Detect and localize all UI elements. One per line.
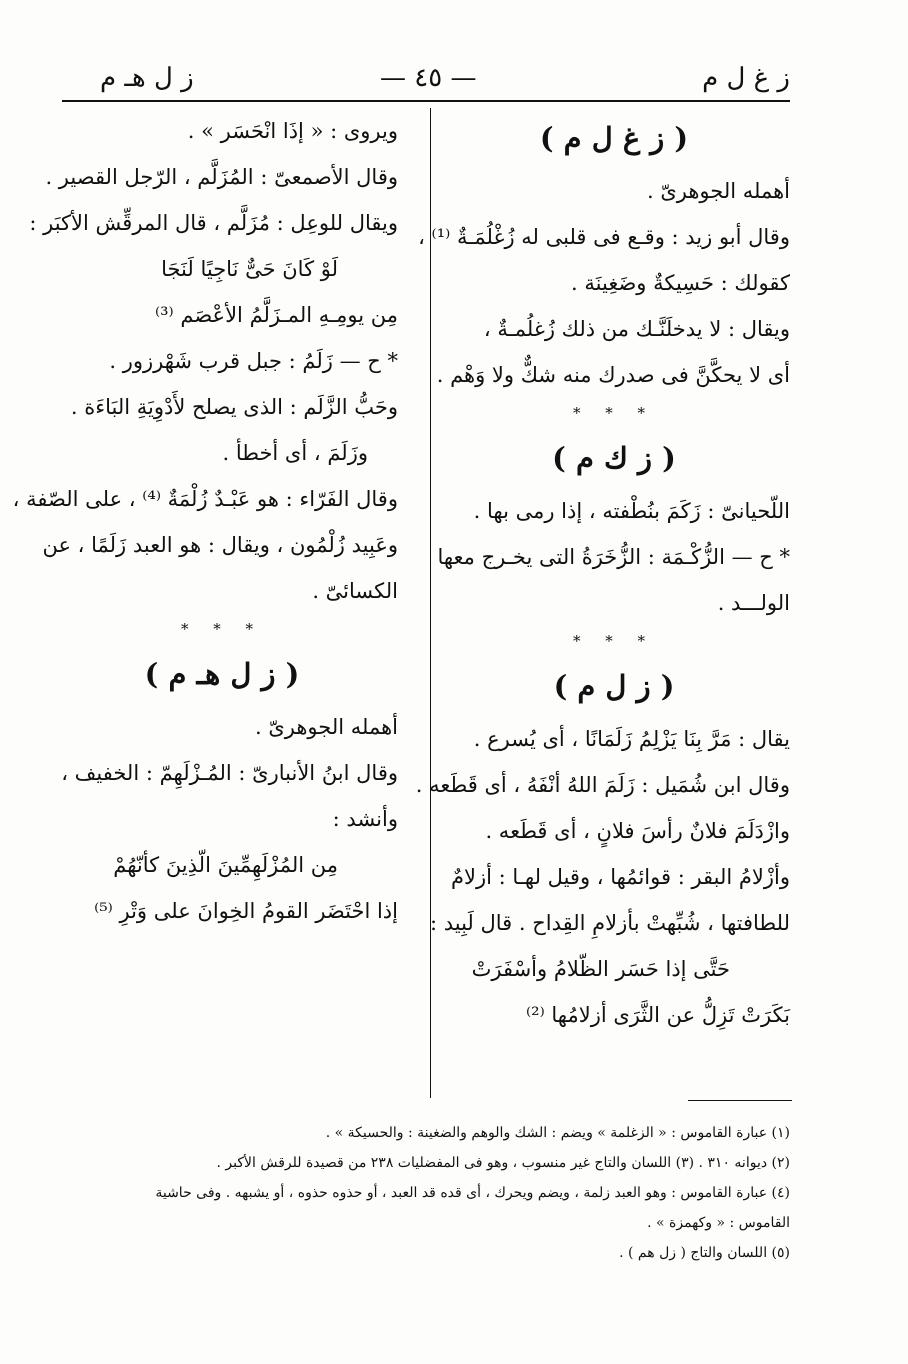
text-line: وأزْلامُ البقر : قوائمُها ، وقيل لهـا : أزلامٌ — [451, 865, 790, 889]
header-rule — [62, 100, 790, 102]
text-line: أهمله الجوهرىّ . — [646, 179, 790, 203]
footnote-continuation: القاموس : « وكهمزة » . — [647, 1215, 790, 1231]
entry-heading-zlhm: ( ز ل هـ م ) — [144, 657, 300, 691]
verse-line: مِن يومِـهِ المـزَلَّمُ الأعْصَم ⁽³⁾ — [154, 303, 398, 327]
text-line: الكسائىّ . — [312, 579, 398, 603]
entry-heading-zghlm: ( ز غ ل م ) — [539, 121, 689, 155]
text-line: وقال الأصمعىّ : المُزَلَّم ، الرّجل القصير . — [45, 165, 398, 189]
text-line: أى لا يحكَّنَّ فى صدرك منه شكٌّ ولا وَهْم . — [436, 363, 790, 387]
left-column — [12, 108, 398, 934]
footnote-rule — [688, 1100, 792, 1101]
text-line: ويقال للوعِل : مُزَلَّم ، قال المرقِّش الأكبَر : — [29, 211, 398, 235]
section-separator: * * * — [180, 620, 264, 638]
text-line: وزَلَمَ ، أى أخطأ . — [222, 441, 368, 465]
text-line: الولـــد . — [717, 591, 790, 615]
footnote: (٤) عبارة القاموس : وهو العبد زلمة ، ويضم ويحرك ، أى قده قد العبد ، أو حذوه حذوه ، أو يشبهه . وفى حاشية — [155, 1185, 790, 1201]
column-divider — [430, 108, 431, 1098]
text-line: وعَبِيد زُلْمُون ، ويقال : هو العبد زَلَمًا ، عن — [42, 533, 398, 557]
text-line: ويقال : لا يدخلَنَّـك من ذلك زُغلُمـةٌ ، — [483, 317, 790, 341]
text-line: أهمله الجوهرىّ . — [254, 715, 398, 739]
verse-line: حَتَّى إذا حَسَر الظّلامُ وأسْفَرَتْ — [471, 957, 730, 981]
entry-heading-zlm: ( ز ل م ) — [553, 669, 675, 703]
section-separator: * * * — [572, 632, 656, 650]
text-line: ويروى : « إذَا انْحَسَر » . — [187, 119, 398, 143]
right-column — [415, 108, 790, 1038]
text-line: وقال ابنُ الأنبارىّ : المُـزْلَهِمّ : الخفيف ، — [61, 761, 398, 785]
text-line: وقال ابن شُمَيل : زَلَمَ اللهُ أنْفَهُ ، أى قَطَعه . — [415, 773, 790, 797]
footnote: (١) عبارة القاموس : « الزغلمة » ويضم : الشك والوهم والضغينة : والحسيكة » . — [325, 1125, 790, 1141]
text-line: وقال الفَرّاء : هو عَبْـدٌ زُلْمَةٌ ⁽⁴⁾ ، على الصّفة ، — [12, 487, 398, 511]
text-line: وحَبُّ الزَّلَم : الذى يصلح لأَدْوِيَةِ البَاءَة . — [70, 395, 398, 419]
section-separator: * * * — [572, 404, 656, 422]
text-line: للطافتها ، شُبِّهتْ بأزلامِ القِداح . قال لَبِيد : — [429, 911, 790, 935]
text-line: كقولك : حَسِيكةٌ وضَغِينَة . — [571, 271, 790, 295]
text-line: * ح — زَلَمُ : جبل قرب شَهْرزور . — [109, 349, 398, 373]
text-line: اللّحيانىّ : زَكَمَ بنُطْفته ، إذا رمى بها . — [473, 499, 790, 523]
text-line: وقال أبو زيد : وقـع فى قلبى له زُغْلُمَـةٌ ⁽¹⁾ ، — [418, 225, 790, 249]
verse-line: إذا احْتَضَر القومُ الخِوانَ على وَتْرِ ⁽⁵⁾ — [94, 899, 398, 923]
verse-line: بَكَرَتْ تَزِلُّ عن الثَّرَى أزلامُها ⁽²⁾ — [525, 1003, 790, 1027]
entry-heading-zkm: ( ز ك م ) — [552, 441, 676, 475]
verse-line: مِن المُزْلَهِمِّينَ الّذِينَ كأنّهُمْ — [113, 853, 338, 877]
text-line: وازْدَلَمَ فلانٌ رأسَ فلانٍ ، أى قَطَعه . — [485, 819, 790, 843]
text-line: وأنشد : — [332, 807, 398, 831]
header-root-right: ز غ ل م — [702, 63, 790, 93]
page-number: — ٤٥ — — [380, 63, 477, 93]
footnote: (٥) اللسان والتاج ( زل هم ) . — [619, 1245, 790, 1261]
footnotes — [80, 1118, 790, 1268]
verse-line: لَوْ كَانَ حَىٌّ نَاجِيًا لَنَجَا — [161, 257, 338, 281]
header-root-left: ز ل هـ م — [100, 63, 194, 93]
text-line: يقال : مَرَّ بِنَا يَزْلِمُ زَلَمَانًا ، أى يُسرع . — [473, 727, 790, 751]
footnote: (٢) ديوانه ٣١٠ . (٣) اللسان والتاج غير منسوب ، وهو فى المفضليات ٢٣٨ من قصيدة للرقش الأكبر . — [216, 1155, 790, 1171]
text-line: * ح — الزُّكْـمَة : الزُّخَرَةُ التى يخـرج معها — [437, 545, 790, 569]
